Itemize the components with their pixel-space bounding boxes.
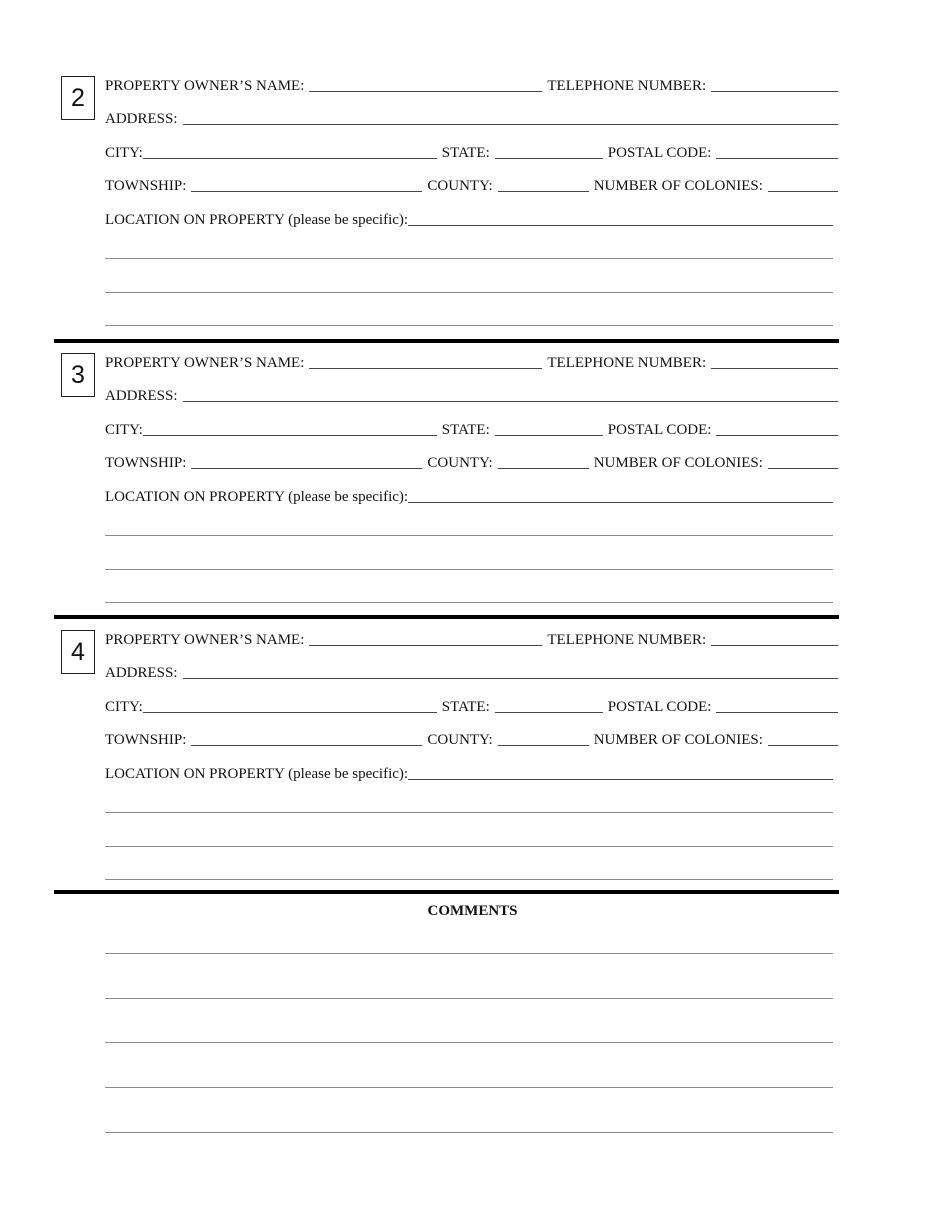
postal-code-field[interactable]: [716, 712, 838, 713]
township-row: [105, 452, 838, 472]
address-label: ADDRESS:: [105, 388, 178, 404]
address-field[interactable]: [183, 401, 838, 402]
comment-line[interactable]: [105, 1042, 833, 1043]
location-line[interactable]: [105, 812, 833, 813]
location-row: [105, 209, 833, 229]
location-field[interactable]: [408, 779, 833, 780]
owner-name-field[interactable]: [309, 645, 542, 646]
location-row: [105, 486, 833, 506]
city-label: CITY:: [105, 145, 143, 161]
colonies-label: NUMBER OF COLONIES:: [593, 732, 763, 748]
township-label: TOWNSHIP:: [105, 455, 187, 471]
township-field[interactable]: [191, 745, 422, 746]
city-field[interactable]: [143, 712, 437, 713]
colonies-field[interactable]: [768, 468, 838, 469]
location-line[interactable]: [105, 535, 833, 536]
address-label: ADDRESS:: [105, 111, 178, 127]
location-line[interactable]: [105, 325, 833, 326]
section-number: 3: [61, 353, 95, 397]
telephone-field[interactable]: [711, 645, 838, 646]
city-row: [105, 696, 838, 716]
postal-code-label: POSTAL CODE:: [607, 422, 712, 438]
section-number: 2: [61, 76, 95, 120]
postal-code-field[interactable]: [716, 435, 838, 436]
township-label: TOWNSHIP:: [105, 732, 187, 748]
township-label: TOWNSHIP:: [105, 178, 187, 194]
location-line[interactable]: [105, 569, 833, 570]
property-section-4: [0, 627, 950, 889]
postal-code-field[interactable]: [716, 158, 838, 159]
location-line[interactable]: [105, 258, 833, 259]
county-label: COUNTY:: [427, 178, 493, 194]
state-label: STATE:: [441, 145, 490, 161]
state-field[interactable]: [495, 158, 603, 159]
colonies-field[interactable]: [768, 191, 838, 192]
owner-name-field[interactable]: [309, 91, 542, 92]
comments-heading: COMMENTS: [427, 903, 518, 919]
state-field[interactable]: [495, 435, 603, 436]
city-field[interactable]: [143, 435, 437, 436]
location-label: LOCATION ON PROPERTY (please be specific):: [105, 489, 409, 505]
telephone-label: TELEPHONE NUMBER:: [547, 78, 707, 94]
address-row: [105, 662, 838, 682]
township-field[interactable]: [191, 191, 422, 192]
colonies-label: NUMBER OF COLONIES:: [593, 178, 763, 194]
section-number: 4: [61, 630, 95, 674]
address-field[interactable]: [183, 678, 838, 679]
comment-line[interactable]: [105, 1087, 833, 1088]
postal-code-label: POSTAL CODE:: [607, 145, 712, 161]
address-row: [105, 108, 838, 128]
owner-name-label: PROPERTY OWNER’S NAME:: [105, 632, 305, 648]
city-row: [105, 142, 838, 162]
county-label: COUNTY:: [427, 732, 493, 748]
section-divider: [54, 890, 839, 894]
county-field[interactable]: [498, 745, 589, 746]
location-line[interactable]: [105, 879, 833, 880]
city-label: CITY:: [105, 422, 143, 438]
location-line[interactable]: [105, 602, 833, 603]
address-label: ADDRESS:: [105, 665, 178, 681]
state-label: STATE:: [441, 422, 490, 438]
owner-row: [105, 75, 838, 95]
colonies-label: NUMBER OF COLONIES:: [593, 455, 763, 471]
comment-line[interactable]: [105, 953, 833, 954]
telephone-label: TELEPHONE NUMBER:: [547, 632, 707, 648]
property-section-3: [0, 350, 950, 612]
section-divider: [54, 615, 839, 619]
owner-name-label: PROPERTY OWNER’S NAME:: [105, 78, 305, 94]
telephone-field[interactable]: [711, 368, 838, 369]
location-line[interactable]: [105, 846, 833, 847]
colonies-field[interactable]: [768, 745, 838, 746]
city-field[interactable]: [143, 158, 437, 159]
location-label: LOCATION ON PROPERTY (please be specific):: [105, 212, 409, 228]
comment-line[interactable]: [105, 1132, 833, 1133]
owner-row: [105, 352, 838, 372]
state-field[interactable]: [495, 712, 603, 713]
location-field[interactable]: [408, 502, 833, 503]
township-field[interactable]: [191, 468, 422, 469]
postal-code-label: POSTAL CODE:: [607, 699, 712, 715]
address-field[interactable]: [183, 124, 838, 125]
state-label: STATE:: [441, 699, 490, 715]
county-field[interactable]: [498, 191, 589, 192]
owner-name-field[interactable]: [309, 368, 542, 369]
property-section-2: [0, 73, 950, 335]
address-row: [105, 385, 838, 405]
city-row: [105, 419, 838, 439]
township-row: [105, 729, 838, 749]
owner-name-label: PROPERTY OWNER’S NAME:: [105, 355, 305, 371]
telephone-field[interactable]: [711, 91, 838, 92]
location-line[interactable]: [105, 292, 833, 293]
location-label: LOCATION ON PROPERTY (please be specific):: [105, 766, 409, 782]
comment-line[interactable]: [105, 998, 833, 999]
township-row: [105, 175, 838, 195]
county-field[interactable]: [498, 468, 589, 469]
owner-row: [105, 629, 838, 649]
county-label: COUNTY:: [427, 455, 493, 471]
section-divider: [54, 339, 839, 343]
telephone-label: TELEPHONE NUMBER:: [547, 355, 707, 371]
location-row: [105, 763, 833, 783]
city-label: CITY:: [105, 699, 143, 715]
location-field[interactable]: [408, 225, 833, 226]
